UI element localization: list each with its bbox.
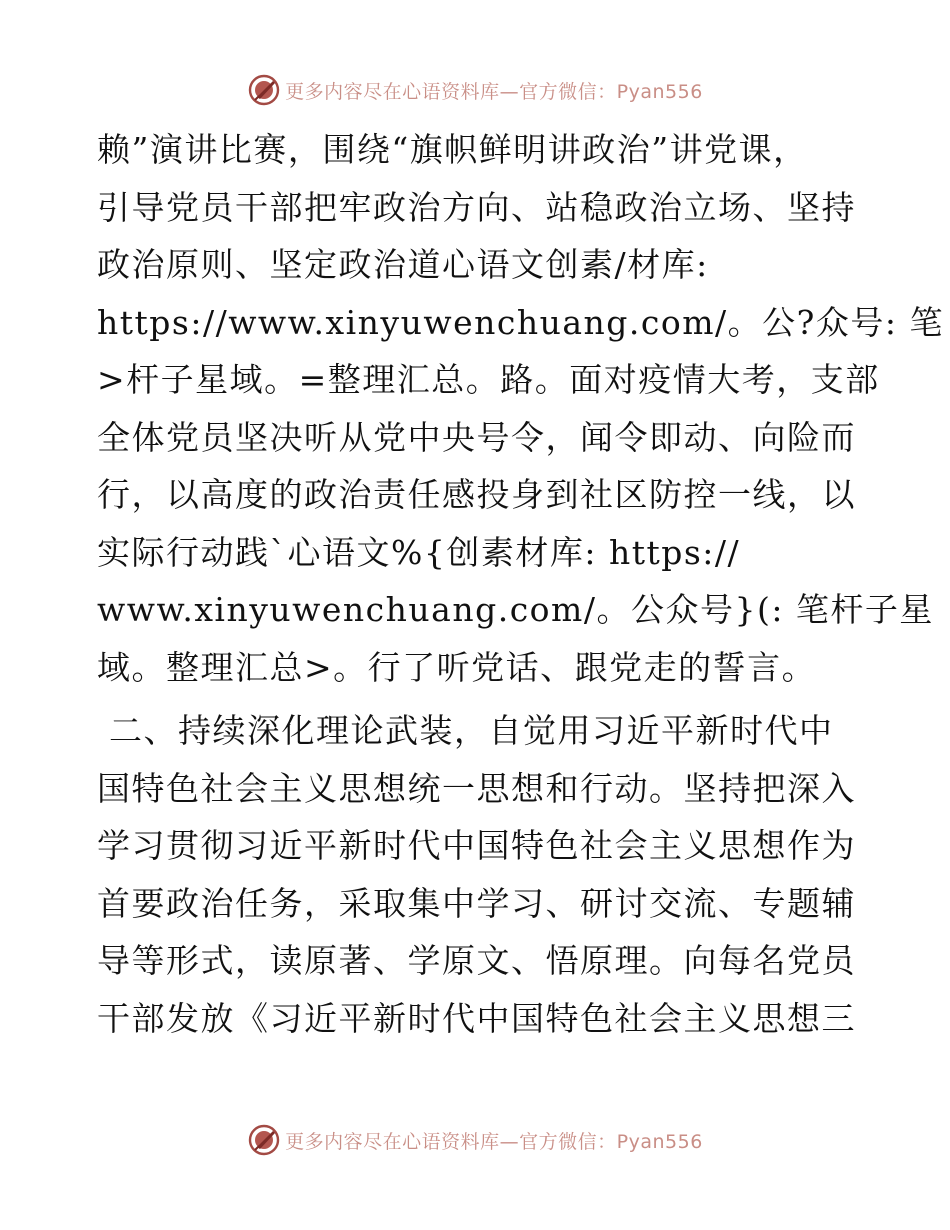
header-banner-text: 更多内容尽在心语资料库—官方微信：Pyan556 bbox=[285, 80, 703, 103]
text-line: 赖”演讲比赛，围绕“旗帜鲜明讲政治”讲党课， bbox=[97, 130, 808, 169]
paragraph-1 bbox=[97, 121, 944, 696]
paragraph-2 bbox=[97, 702, 856, 1047]
text-line: 国特色社会主义思想统一思想和行动。坚持把深入 bbox=[97, 768, 856, 808]
text-line: 首要政治任务，采取集中学习、研讨交流、专题辅 bbox=[97, 883, 856, 923]
text-line: 学习贯彻习近平新时代中国特色社会主义思想作为 bbox=[97, 826, 856, 865]
text-line: 实际行动践`心语文%{创素材库: https:// bbox=[97, 532, 741, 572]
text-line: 二、持续深化理论武装，自觉用习近平新时代中 bbox=[97, 711, 834, 750]
document-body bbox=[97, 121, 944, 1047]
text-line: 域。整理汇总>。行了听党话、跟党走的誓言。 bbox=[97, 647, 817, 687]
text-line: >杆子星域。=整理汇总。路。面对疫情大考，支部 bbox=[97, 360, 880, 399]
text-line: 导等形式，读原著、学原文、悟原理。向每名党员 bbox=[97, 941, 856, 980]
header-banner bbox=[0, 70, 950, 110]
text-line: 政治原则、坚定政治道心语文创素/材库: bbox=[97, 245, 709, 284]
quill-seal-logo-icon bbox=[247, 73, 281, 107]
text-line: 干部发放《习近平新时代中国特色社会主义思想三 bbox=[97, 998, 856, 1038]
text-line: https://www.xinyuwenchuang.com/。公?众号: 笔 bbox=[97, 302, 944, 342]
text-line: 行，以高度的政治责任感投身到社区防控一线，以 bbox=[97, 475, 856, 514]
footer-banner bbox=[0, 1120, 950, 1160]
footer-banner-text: 更多内容尽在心语资料库—官方微信：Pyan556 bbox=[285, 1130, 703, 1153]
text-line: 全体党员坚决听从党中央号令，闻令即动、向险而 bbox=[97, 417, 856, 457]
quill-seal-logo-icon bbox=[247, 1123, 281, 1157]
text-line: www.xinyuwenchuang.com/。公众号}(: 笔杆子星 bbox=[97, 590, 934, 629]
text-line: 引导党员干部把牢政治方向、站稳政治立场、坚持 bbox=[97, 187, 856, 227]
